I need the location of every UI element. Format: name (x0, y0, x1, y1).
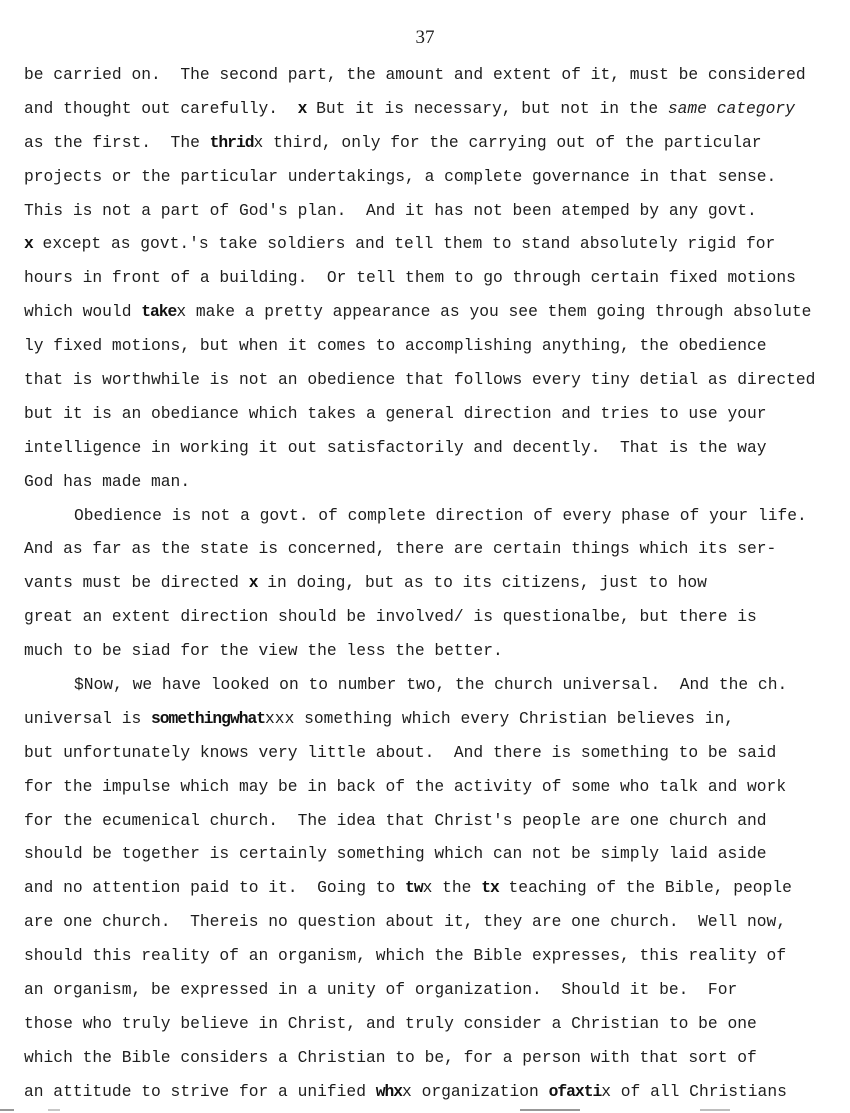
text-segment: great an extent direction should be involved/ is questionalbe, but there is (24, 607, 757, 627)
text-line (24, 837, 840, 871)
overstrike-text: whx (375, 1081, 403, 1101)
scan-edge-artifacts (0, 1103, 850, 1113)
overstrike-text: somethingwhat (151, 708, 266, 728)
text-line (24, 702, 840, 736)
text-line (24, 905, 840, 939)
text-segment: an attitude to strive for a unified (24, 1081, 376, 1101)
italic-text: same category (667, 98, 795, 118)
text-line (24, 634, 840, 668)
text-segment: vants must be directed (24, 573, 249, 593)
text-line (24, 465, 840, 499)
text-line (24, 194, 840, 228)
text-line (24, 363, 840, 397)
page-number: 37 (415, 27, 435, 48)
text-line (24, 160, 840, 194)
text-segment: x the (422, 878, 482, 898)
text-segment: xxx something which every Christian believes in, (265, 708, 735, 728)
text-segment: should this reality of an organism, which the Bible expresses, this reality of (24, 946, 787, 966)
text-line (24, 261, 840, 295)
text-segment: in doing, but as to its citizens, just to how (257, 573, 707, 593)
overstrike-text: ofaxti (548, 1081, 602, 1101)
text-segment: hours in front of a building. Or tell them to go through certain fixed motions (24, 268, 796, 288)
text-segment: as the first. The (24, 132, 210, 152)
text-segment: which the Bible considers a Christian to be, for a person with that sort of (24, 1047, 757, 1067)
text-line (24, 499, 840, 533)
text-segment: Obedience is not a govt. of complete direction of every phase of your life. (74, 505, 807, 525)
text-segment: which would (24, 302, 142, 322)
text-line (24, 804, 840, 838)
text-line (24, 939, 840, 973)
text-segment: $Now, we have looked on to number two, the church universal. And the ch. (74, 675, 788, 695)
text-line (24, 397, 840, 431)
text-line (24, 668, 840, 702)
text-segment: but it is an obediance which takes a general direction and tries to use your (24, 403, 767, 423)
text-segment: And as far as the state is concerned, there are certain things which its ser- (24, 539, 777, 559)
text-segment: This is not a part of God's plan. And it has not been atemped by any govt. (24, 200, 757, 220)
scan-mark (520, 1109, 580, 1111)
text-segment: But it is necessary, but not in the (306, 98, 668, 118)
document-body (24, 58, 840, 1109)
text-segment: teaching of the Bible, people (498, 878, 792, 898)
text-line (24, 58, 840, 92)
text-segment: x make a pretty appearance as you see them going through absolute (176, 302, 812, 322)
text-segment: ly fixed motions, but when it comes to accomplishing anything, the obedience (24, 336, 767, 356)
text-segment: and thought out carefully. (24, 98, 298, 118)
text-segment: except as govt.'s take soldiers and tell them to stand absolutely rigid for (32, 234, 776, 254)
overstrike-text: x (24, 234, 33, 254)
overstrike-text: take (141, 302, 177, 322)
text-line (24, 973, 840, 1007)
text-segment: much to be siad for the view the less the better. (24, 641, 503, 661)
overstrike-text: thrid (209, 132, 254, 152)
text-segment: should be together is certainly something which can not be simply laid aside (24, 844, 767, 864)
text-line (24, 92, 840, 126)
text-segment: for the impulse which may be in back of the activity of some who talk and work (24, 776, 787, 796)
text-segment: universal is (24, 708, 152, 728)
text-segment: but unfortunately knows very little about. And there is something to be said (24, 742, 777, 762)
text-segment: that is worthwhile is not an obedience that follows every tiny detial as directed (24, 370, 816, 390)
scan-mark (0, 1109, 14, 1111)
text-segment: x third, only for the carrying out of the particular (253, 132, 762, 152)
scan-mark (48, 1109, 60, 1111)
text-line (24, 566, 840, 600)
text-segment: x organization (402, 1081, 549, 1101)
text-line (24, 1007, 840, 1041)
text-line (24, 736, 840, 770)
overstrike-text: x (297, 98, 307, 118)
overstrike-text: tx (481, 878, 499, 898)
text-line (24, 431, 840, 465)
overstrike-text: tw (405, 878, 423, 898)
text-segment: intelligence in working it out satisfactorily and decently. That is the way (24, 437, 767, 457)
text-line (24, 871, 840, 905)
text-line (24, 770, 840, 804)
text-segment: are one church. Thereis no question about it, they are one church. Well now, (24, 912, 787, 932)
text-segment: those who truly believe in Christ, and truly consider a Christian to be one (24, 1013, 757, 1033)
text-segment: be carried on. The second part, the amount and extent of it, must be considered (24, 65, 806, 84)
text-line (24, 295, 840, 329)
text-segment: x of all Christians (601, 1081, 787, 1101)
text-segment: and no attention paid to it. Going to (24, 878, 406, 898)
text-line (24, 532, 840, 566)
text-segment: projects or the particular undertakings, a complete governance in that sense. (24, 166, 777, 186)
text-line (24, 126, 840, 160)
scan-mark (700, 1109, 730, 1111)
text-line (24, 227, 840, 261)
text-line (24, 600, 840, 634)
text-segment: an organism, be expressed in a unity of organization. Should it be. For (24, 980, 738, 1000)
text-segment: God has made man. (24, 471, 191, 491)
text-line (24, 1041, 840, 1075)
overstrike-text: x (248, 573, 258, 593)
text-line (24, 329, 840, 363)
text-segment: for the ecumenical church. The idea that Christ's people are one church and (24, 810, 767, 830)
